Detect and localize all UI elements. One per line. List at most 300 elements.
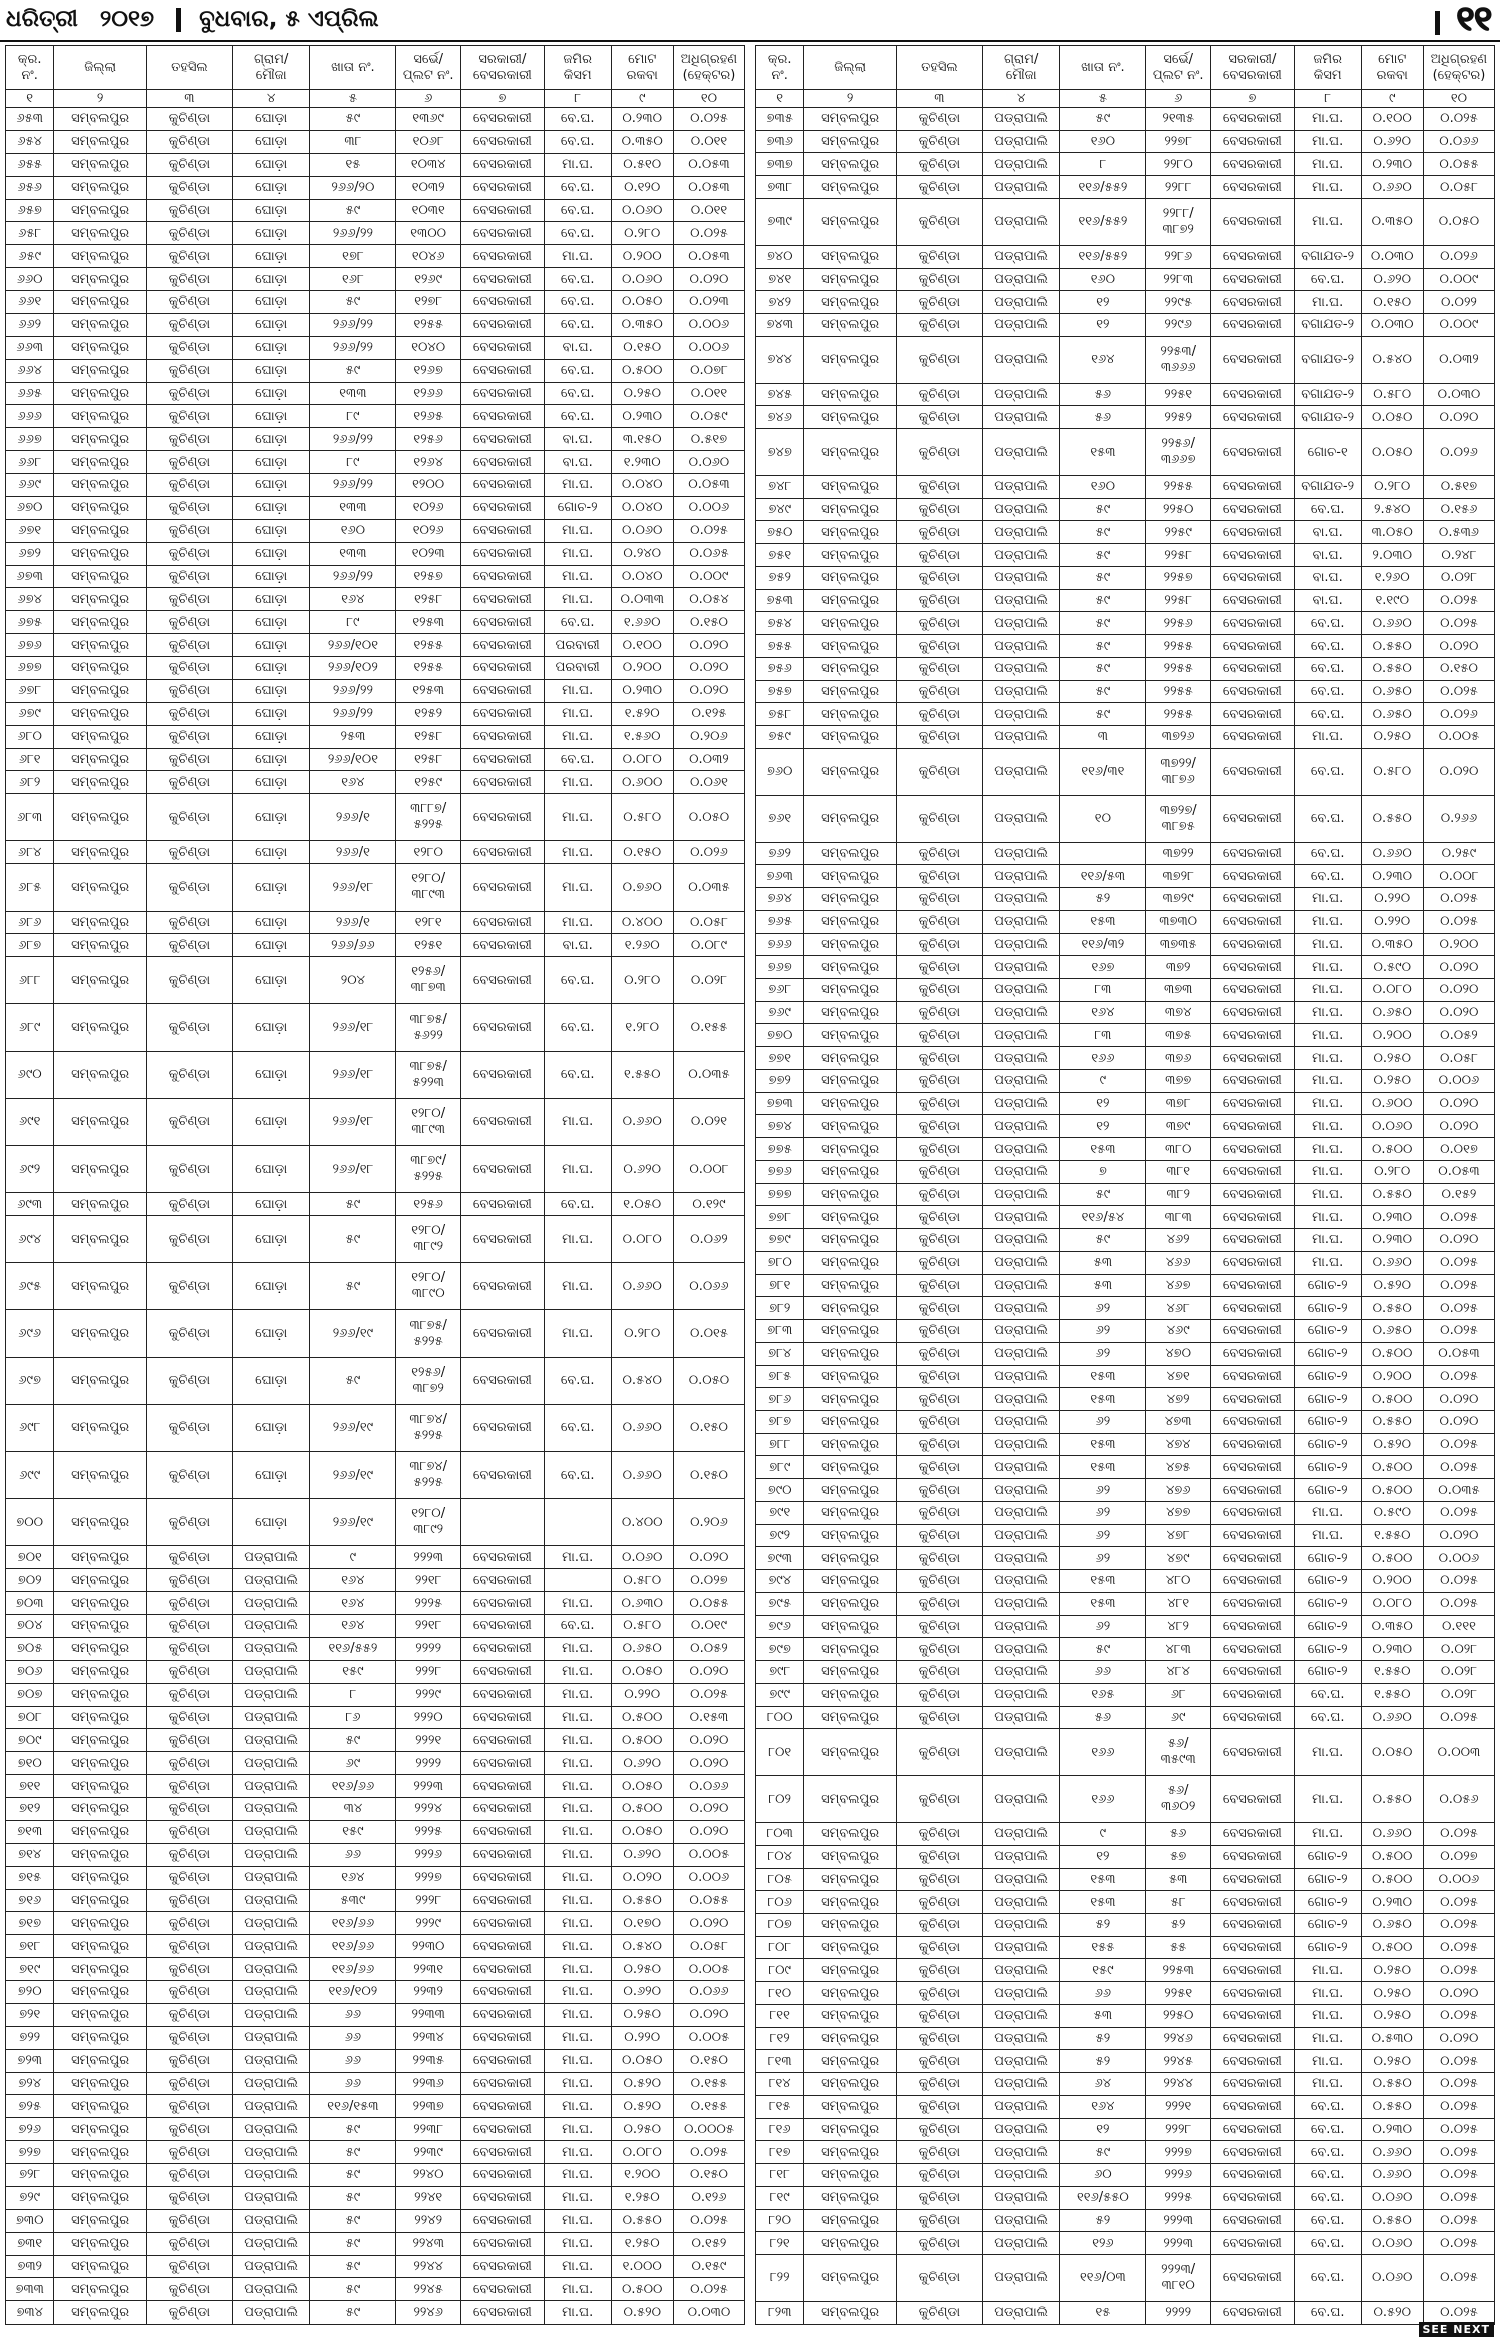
govt-private-cell: ବେସରକାରୀ [1210, 476, 1294, 499]
khata-no-cell: ୫୯ [310, 1193, 396, 1216]
plot-no-cell: ୧୨୬୭ [396, 359, 461, 382]
plot-no-cell: ୪୬୭ [1146, 1274, 1211, 1297]
govt-private-cell: ବେସରକାରୀ [460, 2301, 544, 2325]
land-type-cell: ବେ.ଘ. [1294, 2254, 1361, 2301]
district-cell: ସମ୍ବଲପୁର [54, 1592, 147, 1615]
tahsil-cell: କୁଚିଣ୍ଡା [146, 268, 232, 291]
khata-no-cell: ୫୯ [310, 2118, 396, 2141]
tahsil-cell: କୁଚିଣ୍ଡା [146, 1912, 232, 1935]
acquired-area-cell: ୦.୦୦୬ [673, 313, 744, 336]
table-row [6, 1452, 745, 1499]
land-type-cell: ମା.ଘ. [544, 245, 611, 268]
serial-no-cell: ୭୬୧ [756, 795, 804, 842]
land-type-cell: ମା.ଘ. [544, 2186, 611, 2209]
table-row [6, 794, 745, 841]
table-row [6, 1098, 745, 1145]
land-type-cell: ମା.ଘ. [1294, 1206, 1361, 1229]
total-area-cell: ୦.୫୦୦ [1361, 1456, 1423, 1479]
total-area-cell: ୦.୪୦୦ [611, 911, 673, 934]
district-cell: ସମ୍ବଲପୁର [804, 1891, 897, 1914]
tahsil-cell: କୁଚିଣ୍ଡା [896, 888, 982, 911]
khata-no-cell: ୧୨ [1060, 291, 1146, 314]
village-cell: ଘୋଡ଼ା [232, 725, 309, 748]
acquired-area-cell: ୦.୦୨୫ [1423, 1823, 1494, 1846]
land-type-cell: ବେ.ଘ. [544, 108, 611, 131]
land-type-cell [544, 1569, 611, 1592]
total-area-cell: ୧.୫୫୦ [1361, 1661, 1423, 1684]
district-cell: ସମ୍ବଲପୁର [54, 1752, 147, 1775]
land-type-cell: ମା.ଘ. [544, 1216, 611, 1263]
khata-no-cell: ୫୬ [1060, 1706, 1146, 1729]
total-area-cell: ୦.୬୬୦ [1361, 2141, 1423, 2164]
village-cell: ପଡ୍ରାପାଲି [982, 1982, 1059, 2005]
acquired-area-cell: ୦.୦୦୮ [1423, 865, 1494, 888]
column-number: ୬ [1146, 90, 1211, 108]
tahsil-cell: କୁଚିଣ୍ଡା [896, 865, 982, 888]
serial-no-cell: ୭୪୦ [756, 245, 804, 268]
total-area-cell: ୦.୨୫୦ [1361, 1982, 1423, 2005]
plot-no-cell: ୪୬୯ [1146, 1320, 1211, 1343]
plot-no-cell: ୨୨୮୦ [1146, 153, 1211, 176]
village-cell: ପଡ୍ରାପାଲି [232, 2278, 309, 2301]
khata-no-cell: ୫୩୯ [310, 1889, 396, 1912]
serial-no-cell: ୭୨୩ [6, 2049, 54, 2072]
acquired-area-cell: ୦.୦୩୨ [1423, 336, 1494, 383]
govt-private-cell: ବେସରକାରୀ [1210, 498, 1294, 521]
total-area-cell: ୦.୨୮୦ [611, 1310, 673, 1357]
table-row [756, 1959, 1495, 1982]
serial-no-cell: ୬୯୨ [6, 1146, 54, 1193]
khata-no-cell: ୨୬୬/୨୨ [310, 474, 396, 497]
land-type-cell: ବେ.ଘ. [544, 1615, 611, 1638]
village-cell: ପଡ୍ରାପାଲି [232, 1912, 309, 1935]
serial-no-cell: ୬୮୭ [6, 934, 54, 957]
district-cell: ସମ୍ବଲପୁର [54, 1683, 147, 1706]
serial-no-cell: ୮୦୮ [756, 1936, 804, 1959]
govt-private-cell: ବେସରକାରୀ [1210, 910, 1294, 933]
acquired-area-cell: ୦.୦୩୦ [673, 2301, 744, 2325]
district-cell: ସମ୍ବଲପୁର [804, 1936, 897, 1959]
total-area-cell: ୧.୨୫୦ [611, 2232, 673, 2255]
table-row [6, 153, 745, 176]
total-area-cell: ୧.୨୬୦ [1361, 566, 1423, 589]
khata-no-cell: ୫୩ [1060, 1274, 1146, 1297]
plot-no-cell: ୨୨୨୯ [396, 1912, 461, 1935]
column-number: ୧ [6, 90, 54, 108]
khata-no-cell: ୬୨ [1060, 1297, 1146, 1320]
district-cell: ସମ୍ବଲପୁର [54, 657, 147, 680]
land-type-cell: ମା.ଘ. [1294, 198, 1361, 245]
plot-no-cell: ୨୨୫୫ [1146, 680, 1211, 703]
plot-no-cell: ୪୭୭ [1146, 1501, 1211, 1524]
district-cell: ସମ୍ବଲପୁର [54, 841, 147, 864]
village-cell: ପଡ୍ରାପାଲି [232, 1729, 309, 1752]
plot-no-cell: ୨୨୮୩ [1146, 268, 1211, 291]
village-cell: ପଡ୍ରାପାଲି [982, 2027, 1059, 2050]
village-cell: ପଡ୍ରାପାଲି [982, 657, 1059, 680]
serial-no-cell: ୭୧୧ [6, 1775, 54, 1798]
district-cell: ସମ୍ବଲପୁର [54, 1404, 147, 1451]
district-cell: ସମ୍ବଲପୁର [54, 611, 147, 634]
total-area-cell: ୧.୨୦୦ [611, 2164, 673, 2187]
land-type-cell: ବଗାଯତ-୨ [1294, 476, 1361, 499]
serial-no-cell: ୭୪୩ [756, 314, 804, 337]
govt-private-cell: ବେସରକାରୀ [1210, 1206, 1294, 1229]
village-cell: ପଡ୍ରାପାଲି [982, 176, 1059, 199]
table-row [756, 2254, 1495, 2301]
acquired-area-cell: ୦.୦୨୦ [1423, 1982, 1494, 2005]
serial-no-cell: ୬୫୫ [6, 153, 54, 176]
total-area-cell: ୧.୫୫୦ [611, 1051, 673, 1098]
table-row [6, 1216, 745, 1263]
village-cell: ପଡ୍ରାପାଲି [982, 1092, 1059, 1115]
district-cell: ସମ୍ବଲପୁର [54, 1935, 147, 1958]
tahsil-cell: କୁଚିଣ୍ଡା [896, 1479, 982, 1502]
land-type-cell: ଗୋଚ-୨ [1294, 1570, 1361, 1593]
plot-no-cell: ୪୮୪ [1146, 1661, 1211, 1684]
khata-no-cell: ୬୨ [1060, 1410, 1146, 1433]
khata-no-cell: ୫୯ [1060, 2141, 1146, 2164]
khata-no-cell: ୮୩ [1060, 1024, 1146, 1047]
acquired-area-cell: ୦.୧୧୧ [1423, 1615, 1494, 1638]
acquired-area-cell: ୦.୦୨୦ [673, 268, 744, 291]
tahsil-cell: କୁଚିଣ୍ଡା [146, 1569, 232, 1592]
serial-no-cell: ୬୯୮ [6, 1404, 54, 1451]
serial-no-cell: ୬୫୮ [6, 222, 54, 245]
govt-private-cell: ବେସରକାରୀ [1210, 726, 1294, 749]
total-area-cell: ୦.୫୮୦ [1361, 748, 1423, 795]
tahsil-cell: କୁଚିଣ୍ଡା [146, 1592, 232, 1615]
tahsil-cell: କୁଚିଣ୍ଡା [896, 1729, 982, 1776]
khata-no-cell: ୬୨ [1060, 1342, 1146, 1365]
land-type-cell: ମା.ଘ. [544, 2003, 611, 2026]
serial-no-cell: ୭୫୬ [756, 657, 804, 680]
serial-no-cell: ୭୯୭ [756, 1638, 804, 1661]
serial-no-cell: ୭୨୫ [6, 2095, 54, 2118]
plot-no-cell: ୨୨୧୮ [396, 1569, 461, 1592]
village-cell: ଘୋଡ଼ା [232, 222, 309, 245]
plot-no-cell: ୩୭୨୬ [1146, 726, 1211, 749]
khata-no-cell: ୯ [310, 1546, 396, 1569]
khata-no-cell: ୧୨ [1060, 1115, 1146, 1138]
table-row [756, 1138, 1495, 1161]
total-area-cell: ୦.୩୫୦ [1361, 1615, 1423, 1638]
village-cell: ପଡ୍ରାପାଲି [982, 2050, 1059, 2073]
column-header-district: ଜିଲ୍ଲା [804, 46, 897, 90]
land-type-cell: ମା.ଘ. [544, 794, 611, 841]
table-row [6, 382, 745, 405]
district-cell: ସମ୍ବଲପୁର [54, 1004, 147, 1051]
khata-no-cell: ୫୯ [1060, 680, 1146, 703]
land-type-cell: ବା.ଘ. [544, 336, 611, 359]
govt-private-cell: ବେସରକାରୀ [460, 1216, 544, 1263]
plot-no-cell: ୨୨୫୯ [1146, 521, 1211, 544]
district-cell: ସମ୍ବଲପୁର [804, 383, 897, 406]
masthead-right [1435, 0, 1492, 41]
table-row [756, 1729, 1495, 1776]
serial-no-cell: ୭୬୮ [756, 979, 804, 1002]
tahsil-cell: କୁଚିଣ୍ଡା [146, 1499, 232, 1546]
land-table-right [755, 45, 1495, 2325]
district-cell: ସମ୍ବଲପୁର [804, 1001, 897, 1024]
total-area-cell: ୦.୬୫୦ [611, 1637, 673, 1660]
table-row [756, 612, 1495, 635]
plot-no-cell: ୨୨୫୫ [1146, 657, 1211, 680]
tahsil-cell: କୁଚିଣ୍ଡା [896, 1297, 982, 1320]
village-cell: ପଡ୍ରାପାଲି [982, 1160, 1059, 1183]
khata-no-cell: ୫୯ [1060, 635, 1146, 658]
serial-no-cell: ୬୮୦ [6, 725, 54, 748]
land-type-cell: ବଗାଯତ-୨ [1294, 314, 1361, 337]
table-row [756, 429, 1495, 476]
plot-no-cell: ୪୬୮ [1146, 1297, 1211, 1320]
tahsil-cell: କୁଚିଣ୍ଡା [896, 1638, 982, 1661]
serial-no-cell: ୭୩୫ [756, 108, 804, 131]
serial-no-cell: ୭୯୫ [756, 1592, 804, 1615]
govt-private-cell: ବେସରକାରୀ [1210, 1115, 1294, 1138]
acquired-area-cell: ୦.୦୧୫ [673, 1310, 744, 1357]
plot-no-cell: ୨୨୩୯ [396, 2141, 461, 2164]
plot-no-cell: ୩୮୭୪/ ୫୨୨୫ [396, 1404, 461, 1451]
serial-no-cell: ୭୧୯ [6, 1958, 54, 1981]
land-type-cell: ମା.ଘ. [1294, 176, 1361, 199]
district-cell: ସମ୍ବଲପୁର [804, 748, 897, 795]
land-type-cell: ମା.ଘ. [1294, 1001, 1361, 1024]
plot-no-cell: ୩୮୭୫/ ୫୨୨୩ [396, 1051, 461, 1098]
tahsil-cell: କୁଚିଣ୍ଡା [896, 1891, 982, 1914]
total-area-cell: ୦.୬୩୦ [611, 1592, 673, 1615]
acquired-area-cell: ୦.୦୨୫ [1423, 1274, 1494, 1297]
serial-no-cell: ୭୨୮ [6, 2164, 54, 2187]
serial-no-cell: ୭୮୦ [756, 1251, 804, 1274]
tahsil-cell: କୁଚିଣ୍ଡା [896, 108, 982, 131]
plot-no-cell: ୧୨୮୧ [396, 911, 461, 934]
tahsil-cell: କୁଚିଣ୍ଡା [896, 680, 982, 703]
district-cell: ସମ୍ବଲପୁର [804, 1729, 897, 1776]
serial-no-cell: ୬୯୪ [6, 1216, 54, 1263]
village-cell: ପଡ୍ରାପାଲି [982, 1592, 1059, 1615]
district-cell: ସମ୍ବଲପୁର [804, 566, 897, 589]
khata-no-cell: ୧୨ [1060, 1092, 1146, 1115]
govt-private-cell: ବେସରକାରୀ [460, 2164, 544, 2187]
khata-no-cell: ୫୯ [1060, 612, 1146, 635]
khata-no-cell: ୬୬ [310, 2072, 396, 2095]
govt-private-cell: ବେସରକାରୀ [460, 1843, 544, 1866]
village-cell: ଘୋଡ଼ା [232, 291, 309, 314]
village-cell: ଘୋଡ଼ା [232, 911, 309, 934]
khata-no-cell: ୨୬୬/୧୦୧ [310, 748, 396, 771]
govt-private-cell: ବେସରକାରୀ [460, 2026, 544, 2049]
tahsil-cell: କୁଚିଣ୍ଡା [146, 1098, 232, 1145]
table-row [6, 1569, 745, 1592]
total-area-cell: ୦.୦୪୦ [611, 496, 673, 519]
khata-no-cell: ୫୯ [310, 359, 396, 382]
district-cell: ସମ୍ବଲପୁର [804, 2254, 897, 2301]
khata-no-cell: ୮୯ [310, 611, 396, 634]
govt-private-cell: ବେସରକାରୀ [460, 542, 544, 565]
plot-no-cell: ୨୨୨୮ [1146, 2118, 1211, 2141]
table-row [6, 313, 745, 336]
land-type-cell: ମା.ଘ. [544, 1660, 611, 1683]
serial-no-cell: ୭୦୭ [6, 1683, 54, 1706]
khata-no-cell: ୧୫୩ [1060, 1388, 1146, 1411]
total-area-cell: ୩.୦୫୦ [1361, 521, 1423, 544]
plot-no-cell: ୨୨୨୮ [396, 1889, 461, 1912]
khata-no-cell: ୧୬୪ [310, 1569, 396, 1592]
village-cell: ଘୋଡ଼ା [232, 130, 309, 153]
khata-no-cell: ୫୯ [310, 1216, 396, 1263]
table-row [756, 1320, 1495, 1343]
land-table-left [5, 45, 745, 2325]
district-cell: ସମ୍ବଲପୁର [54, 1775, 147, 1798]
village-cell: ଘୋଡ଼ା [232, 405, 309, 428]
serial-no-cell: ୭୦୪ [6, 1615, 54, 1638]
plot-no-cell: ୨୨୪୦ [396, 2164, 461, 2187]
tahsil-cell: କୁଚିଣ୍ଡା [896, 795, 982, 842]
village-cell: ପଡ୍ରାପାଲି [982, 1570, 1059, 1593]
govt-private-cell: ବେସରକାରୀ [1210, 406, 1294, 429]
serial-no-cell: ୬୯୯ [6, 1452, 54, 1499]
total-area-cell: ୦.୫୫୦ [1361, 635, 1423, 658]
village-cell: ପଡ୍ରାପାଲି [982, 1115, 1059, 1138]
khata-no-cell: ୧୬୪ [310, 771, 396, 794]
land-type-cell: ମା.ଘ. [544, 1683, 611, 1706]
khata-no-cell: ୫୯ [1060, 1229, 1146, 1252]
district-cell: ସମ୍ବଲପୁର [804, 956, 897, 979]
govt-private-cell: ବେସରକାରୀ [1210, 933, 1294, 956]
table-row [6, 1637, 745, 1660]
table-row [756, 1913, 1495, 1936]
table-row [6, 1706, 745, 1729]
district-cell: ସମ୍ବଲପୁର [804, 2118, 897, 2141]
total-area-cell: ୦.୫୦୦ [1361, 1388, 1423, 1411]
total-area-cell: ୦.୦୫୦ [1361, 406, 1423, 429]
column-number: ୫ [1060, 90, 1146, 108]
total-area-cell: ୦.୨୨୦ [611, 2026, 673, 2049]
serial-no-cell: ୮୧୬ [756, 2118, 804, 2141]
table-row [756, 383, 1495, 406]
acquired-area-cell: ୦.୦୮୯ [673, 934, 744, 957]
tahsil-cell: କୁଚିଣ୍ଡା [896, 956, 982, 979]
table-row [6, 934, 745, 957]
table-row [6, 222, 745, 245]
table-row [756, 1661, 1495, 1684]
acquired-area-cell: ୦.୦୫୪ [673, 588, 744, 611]
serial-no-cell: ୬୮୫ [6, 864, 54, 911]
govt-private-cell: ବେସରକାରୀ [1210, 612, 1294, 635]
total-area-cell: ୨.୦୩୦ [1361, 544, 1423, 567]
tahsil-cell: କୁଚିଣ୍ଡା [146, 957, 232, 1004]
serial-no-cell: ୬୫୬ [6, 176, 54, 199]
serial-no-cell: ୭୦୫ [6, 1637, 54, 1660]
total-area-cell: ୦.୫୦୦ [611, 1706, 673, 1729]
village-cell: ପଡ୍ରାପାଲି [982, 1069, 1059, 1092]
acquired-area-cell: ୦.୧୫୯ [673, 2255, 744, 2278]
land-type-cell: ବେ.ଘ. [544, 313, 611, 336]
village-cell: ପଡ୍ରାପାଲି [982, 1274, 1059, 1297]
village-cell: ପଡ୍ରାପାଲି [232, 1569, 309, 1592]
district-cell: ସମ୍ବଲପୁର [54, 1146, 147, 1193]
serial-no-cell: ୭୮୧ [756, 1274, 804, 1297]
plot-no-cell: ୨୨୫୮ [1146, 544, 1211, 567]
table-row [6, 199, 745, 222]
plot-no-cell: ୩୮୦ [1146, 1138, 1211, 1161]
table-row [6, 496, 745, 519]
khata-no-cell: ୨୬୬/୧୯ [310, 1310, 396, 1357]
total-area-cell: ୦.୦୬୦ [611, 519, 673, 542]
village-cell: ପଡ୍ରାପାଲି [982, 1638, 1059, 1661]
district-cell: ସମ୍ବଲପୁର [54, 1569, 147, 1592]
acquired-area-cell: ୦.୧୫୫ [673, 1004, 744, 1051]
district-cell: ସମ୍ବଲପୁର [804, 1570, 897, 1593]
serial-no-cell: ୭୫୩ [756, 589, 804, 612]
total-area-cell: ୦.୫୨୦ [611, 2072, 673, 2095]
column-number: ୩ [896, 90, 982, 108]
govt-private-cell: ବେସରକାରୀ [460, 1775, 544, 1798]
acquired-area-cell: ୦.୦୨୫ [673, 2278, 744, 2301]
khata-no-cell: ୫୩ [1060, 2004, 1146, 2027]
column-header-total-area: ମୋଟ ରକବା [611, 46, 673, 90]
khata-no-cell: ୧୬୬ [1060, 1776, 1146, 1823]
district-cell: ସମ୍ବଲପୁର [54, 2301, 147, 2325]
tahsil-cell: କୁଚିଣ୍ଡା [146, 1193, 232, 1216]
total-area-cell: ୦.୦୬୦ [611, 1546, 673, 1569]
acquired-area-cell: ୦.୦୫୨ [673, 1637, 744, 1660]
serial-no-cell: ୬୮୨ [6, 771, 54, 794]
village-cell: ପଡ୍ରାପାଲି [982, 888, 1059, 911]
total-area-cell: ୦.୦୬୦ [1361, 2232, 1423, 2255]
khata-no-cell: ୫୯ [310, 2301, 396, 2325]
village-cell: ଘୋଡ଼ା [232, 451, 309, 474]
khata-no-cell: ୧୧୬/୬୬ [310, 1912, 396, 1935]
land-type-cell: ମା.ଘ. [544, 1843, 611, 1866]
land-type-cell: ମା.ଘ. [544, 153, 611, 176]
table-row [756, 1410, 1495, 1433]
village-cell: ଘୋଡ଼ା [232, 1098, 309, 1145]
khata-no-cell: ୧୫୩ [1060, 1592, 1146, 1615]
land-type-cell: ବେ.ଘ. [544, 222, 611, 245]
column-number: ୨ [804, 90, 897, 108]
plot-no-cell: ୨୨୩୪ [396, 2026, 461, 2049]
serial-no-cell: ୭୫୯ [756, 726, 804, 749]
govt-private-cell: ବେସରକାରୀ [460, 2118, 544, 2141]
tahsil-cell: କୁଚିଣ୍ଡା [146, 474, 232, 497]
tahsil-cell: କୁଚିଣ୍ଡା [146, 911, 232, 934]
tahsil-cell: କୁଚିଣ୍ଡା [146, 1729, 232, 1752]
total-area-cell: ୦.୭୬୦ [611, 864, 673, 911]
govt-private-cell: ବେସରକାରୀ [460, 1146, 544, 1193]
plot-no-cell: ୧୨୮୦/ ୩୮୯୦ [396, 1263, 461, 1310]
serial-no-cell: ୭୨୪ [6, 2072, 54, 2095]
total-area-cell: ୦.୦୫୦ [1361, 429, 1423, 476]
khata-no-cell: ୫୯ [1060, 521, 1146, 544]
tahsil-cell: କୁଚିଣ୍ଡା [146, 336, 232, 359]
total-area-cell: ୦.୨୩୦ [1361, 865, 1423, 888]
land-type-cell: ବା.ଘ. [1294, 521, 1361, 544]
khata-no-cell: ୫୯ [310, 108, 396, 131]
govt-private-cell: ବେସରକାରୀ [460, 313, 544, 336]
serial-no-cell: ୭୪୪ [756, 336, 804, 383]
village-cell: ଘୋଡ଼ା [232, 588, 309, 611]
table-row [756, 176, 1495, 199]
district-cell: ସମ୍ବଲପୁର [804, 888, 897, 911]
plot-no-cell: ୩୮୭୫/ ୫୨୨୫ [396, 1310, 461, 1357]
land-type-cell: ମା.ଘ. [544, 2049, 611, 2072]
district-cell: ସମ୍ବଲପୁର [804, 406, 897, 429]
village-cell: ଘୋଡ଼ା [232, 679, 309, 702]
govt-private-cell: ବେସରକାରୀ [1210, 1959, 1294, 1982]
acquired-area-cell: ୦.୦୭୮ [673, 359, 744, 382]
